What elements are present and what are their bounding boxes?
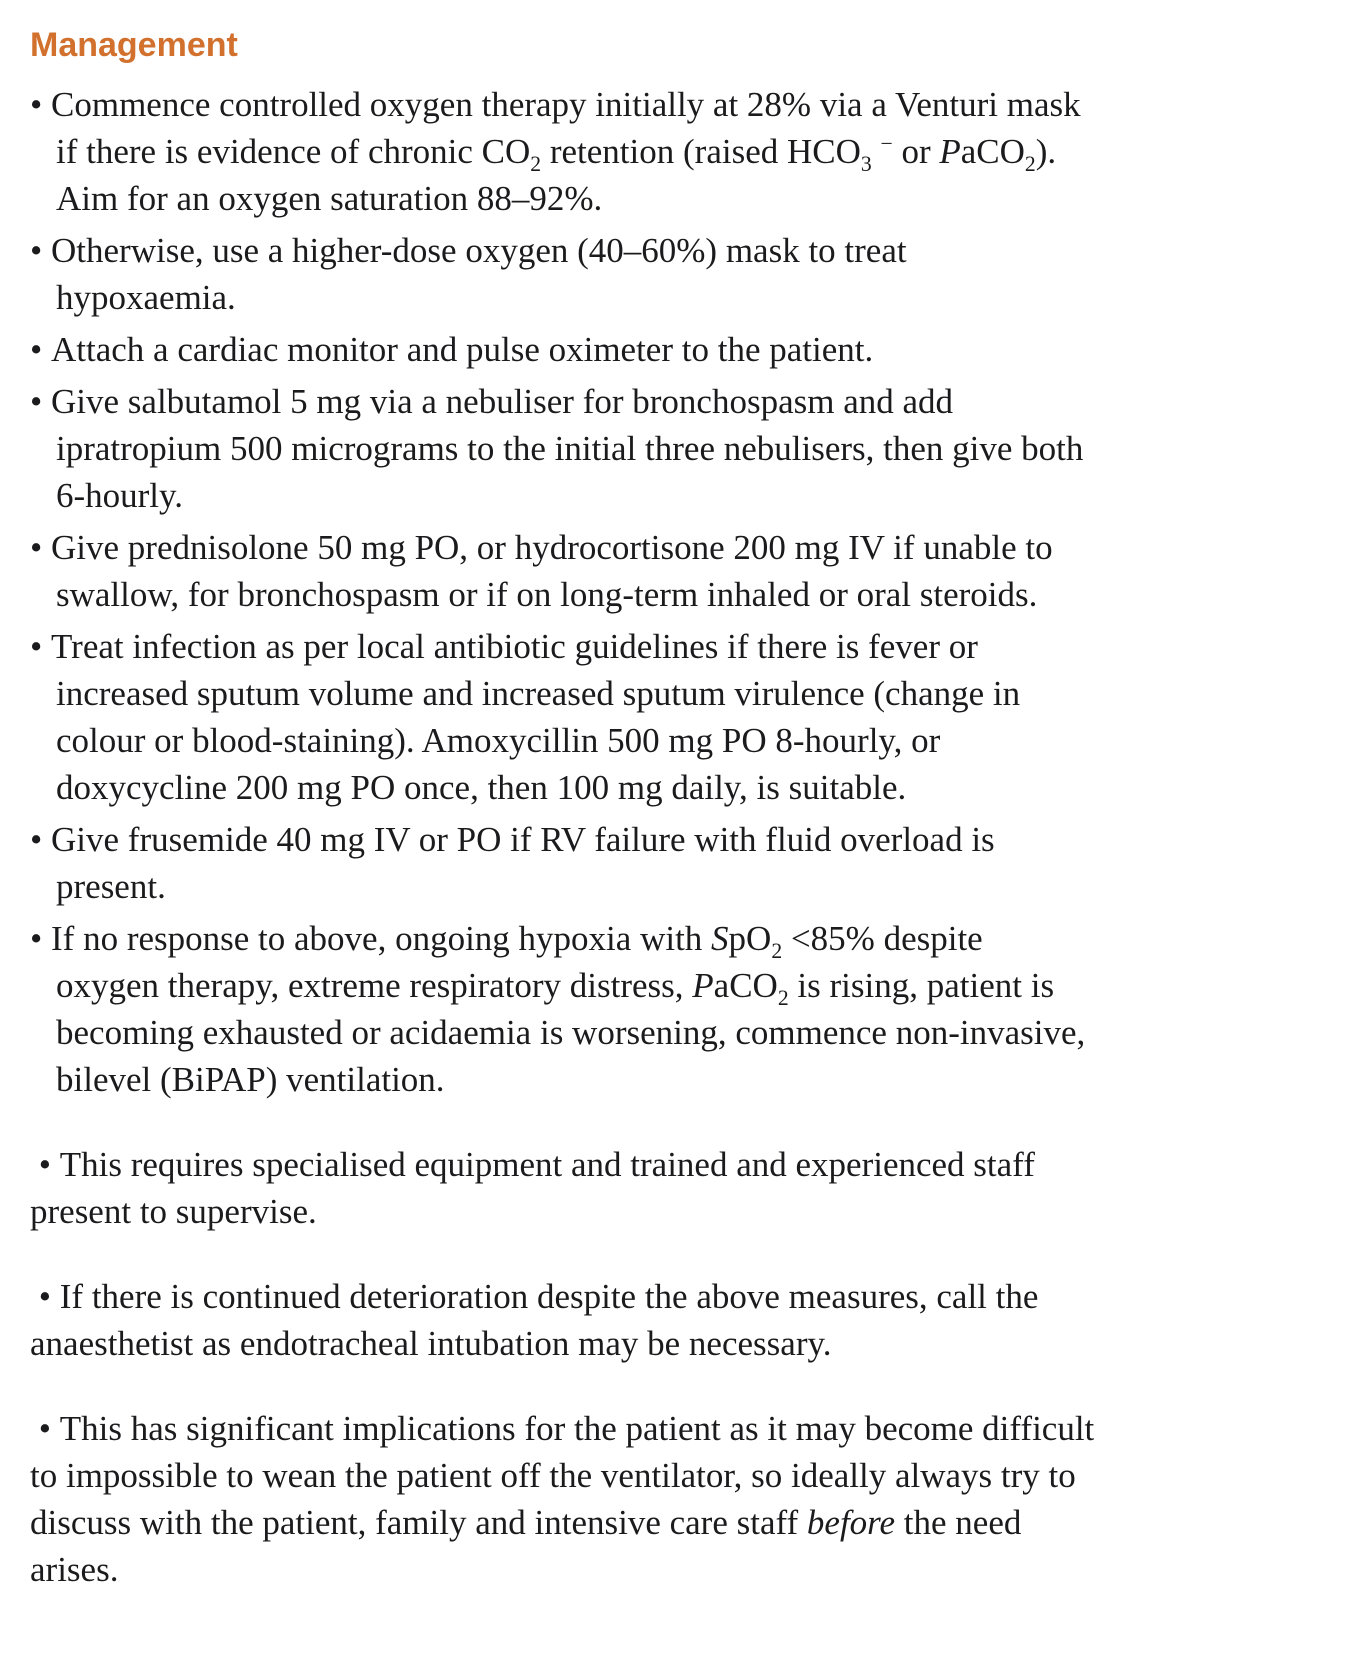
text-segment: becoming exhausted or acidaemia is worsening, commence non-invasive, <box>56 1013 1086 1052</box>
text-segment: − <box>880 131 893 156</box>
text-segment: arises. <box>30 1550 119 1589</box>
text-segment: anaesthetist as endotracheal intubation may be necessary. <box>30 1324 832 1363</box>
list-item <box>30 1273 1318 1367</box>
text-segment: to impossible to wean the patient off the ventilator, so ideally always try to <box>30 1456 1076 1495</box>
text-segment: before <box>806 1503 896 1542</box>
text-segment: Give salbutamol 5 mg via a nebuliser for bronchospasm and add <box>51 382 954 421</box>
text-segment: P <box>939 132 961 171</box>
text-segment: Attach a cardiac monitor and pulse oximeter to the patient. <box>51 330 874 369</box>
text-segment: present to supervise. <box>30 1192 317 1231</box>
text-segment: bilevel (BiPAP) ventilation. <box>56 1060 445 1099</box>
text-segment: the need <box>895 1503 1022 1542</box>
text-segment: Aim for an oxygen saturation 88–92%. <box>56 179 603 218</box>
list-item <box>30 378 1318 519</box>
text-segment: oxygen therapy, extreme respiratory distress, <box>56 966 693 1005</box>
list-item <box>30 227 1318 321</box>
text-segment: ). <box>1035 132 1057 171</box>
text-segment: aCO <box>960 132 1025 171</box>
text-segment: retention (raised HCO <box>541 132 861 171</box>
text-segment: 2 <box>1024 152 1036 176</box>
text-segment: 2 <box>771 939 783 963</box>
text-segment: P <box>692 966 714 1005</box>
section-heading: Management <box>30 26 238 64</box>
text-segment: doxycycline 200 mg PO once, then 100 mg daily, is suitable. <box>56 768 907 807</box>
list-item <box>30 1405 1318 1593</box>
text-segment: Give frusemide 40 mg IV or PO if RV failure with fluid overload is <box>51 820 995 859</box>
list-item <box>30 623 1318 811</box>
text-segment: This requires specialised equipment and trained and experienced staff <box>59 1145 1035 1184</box>
text-segment: ipratropium 500 micrograms to the initial three nebulisers, then give both <box>56 429 1084 468</box>
text-segment: or <box>892 132 940 171</box>
text-segment: S <box>711 919 729 958</box>
text-segment: hypoxaemia. <box>56 278 236 317</box>
list-item <box>30 524 1318 618</box>
text-segment: 2 <box>777 986 789 1010</box>
text-segment: colour or blood-staining). Amoxycillin 500 mg PO 8-hourly, or <box>56 721 941 760</box>
text-segment: This has significant implications for the patient as it may become difficult <box>59 1409 1095 1448</box>
list-item <box>30 1141 1318 1235</box>
text-segment: If there is continued deterioration despite the above measures, call the <box>59 1277 1039 1316</box>
text-segment: Treat infection as per local antibiotic guidelines if there is fever or <box>51 627 978 666</box>
management-bullet-list <box>30 81 1318 1103</box>
text-segment: is rising, patient is <box>788 966 1055 1005</box>
text-segment: increased sputum volume and increased sputum virulence (change in <box>56 674 1021 713</box>
text-segment: <85% despite <box>782 919 983 958</box>
text-segment: Otherwise, use a higher-dose oxygen (40–60%) mask to treat <box>51 231 907 270</box>
list-item <box>30 326 1318 373</box>
text-segment: 3 <box>860 152 872 176</box>
note-bullet-list <box>30 1141 1318 1593</box>
text-segment: Commence controlled oxygen therapy initially at 28% via a Venturi mask <box>51 85 1081 124</box>
list-item <box>30 915 1318 1103</box>
text-segment: swallow, for bronchospasm or if on long-term inhaled or oral steroids. <box>56 575 1038 614</box>
text-segment: present. <box>56 867 166 906</box>
text-segment: if there is evidence of chronic CO <box>56 132 531 171</box>
text-segment: aCO <box>713 966 778 1005</box>
text-segment: 2 <box>530 152 542 176</box>
list-item <box>30 81 1318 222</box>
text-segment: If no response to above, ongoing hypoxia with <box>51 919 712 958</box>
text-segment: 6-hourly. <box>56 476 184 515</box>
list-item <box>30 816 1318 910</box>
text-segment: discuss with the patient, family and intensive care staff <box>30 1503 807 1542</box>
text-segment: Give prednisolone 50 mg PO, or hydrocortisone 200 mg IV if unable to <box>51 528 1053 567</box>
text-segment: pO <box>728 919 772 958</box>
